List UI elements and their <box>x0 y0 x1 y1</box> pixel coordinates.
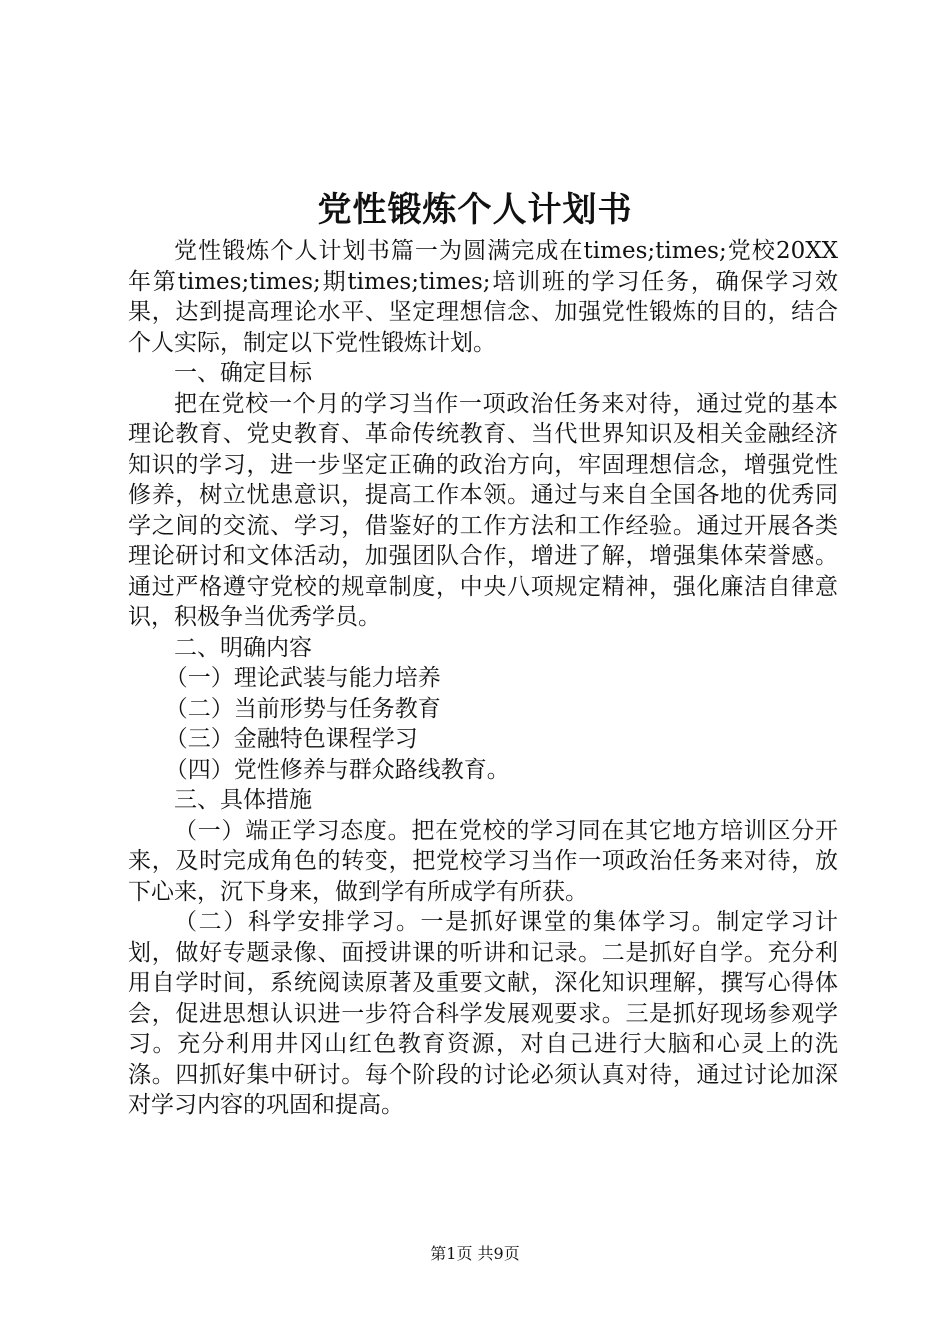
content-item-1: （一）理论武装与能力培养 <box>164 665 441 691</box>
section-heading-goals: 一、确定目标 <box>174 360 312 386</box>
page-footer: 第1页 共9页 <box>430 1244 520 1263</box>
intro-paragraph: 党性锻炼个人计划书篇一为圆满完成在times;times;党校20XX年第times;times;期times;times;培训班的学习任务，确保学习效果，达到提高理论水平、坚定理想信念、加强党性锻炼的目的，结合个人实际，制定以下党性锻炼计划。 <box>128 238 838 356</box>
content-item-4: （四）党性修养与群众路线教育。 <box>164 756 510 783</box>
section-heading-measures: 三、具体措施 <box>174 787 312 813</box>
section-heading-content: 二、明确内容 <box>174 634 312 661</box>
document-body <box>128 236 838 1121</box>
measures-paragraph-2: （二）科学安排学习。一是抓好课堂的集体学习。制定学习计划，做好专题录像、面授讲课的听讲和记录。二是抓好自学。充分利用自学时间，系统阅读原著及重要文献，深化知识理解，撰写心得体会，促进思想认识进一步符合科学发展观要求。三是抓好现场参观学习。充分利用井冈山红色教育资源，对自己进行大脑和心灵上的洗涤。四抓好集中研讨。每个阶段的讨论必须认真对待，通过讨论加深对学习内容的巩固和提高。 <box>128 909 838 1118</box>
goals-paragraph: 把在党校一个月的学习当作一项政治任务来对待，通过党的基本理论教育、党史教育、革命传统教育、当代世界知识及相关金融经济知识的学习，进一步坚定正确的政治方向，牢固理想信念，增强党性修养，树立忧患意识，提高工作本领。通过与来自全国各地的优秀同学之间的交流、学习，借鉴好的工作方法和工作经验。通过开展各类理论研讨和文体活动，加强团队合作，增进了解，增强集体荣誉感。通过严格遵守党校的规章制度，中央八项规定精神，强化廉洁自律意识，积极争当优秀学员。 <box>128 390 838 630</box>
measures-paragraph-1: （一）端正学习态度。把在党校的学习同在其它地方培训区分开来，及时完成角色的转变，把党校学习当作一项政治任务来对待，放下心来，沉下身来，做到学有所成学有所获。 <box>128 817 838 905</box>
content-item-2: （二）当前形势与任务教育 <box>164 695 441 722</box>
content-item-3: （三）金融特色课程学习 <box>164 726 418 752</box>
document-title: 党性锻炼个人计划书 <box>317 190 633 230</box>
